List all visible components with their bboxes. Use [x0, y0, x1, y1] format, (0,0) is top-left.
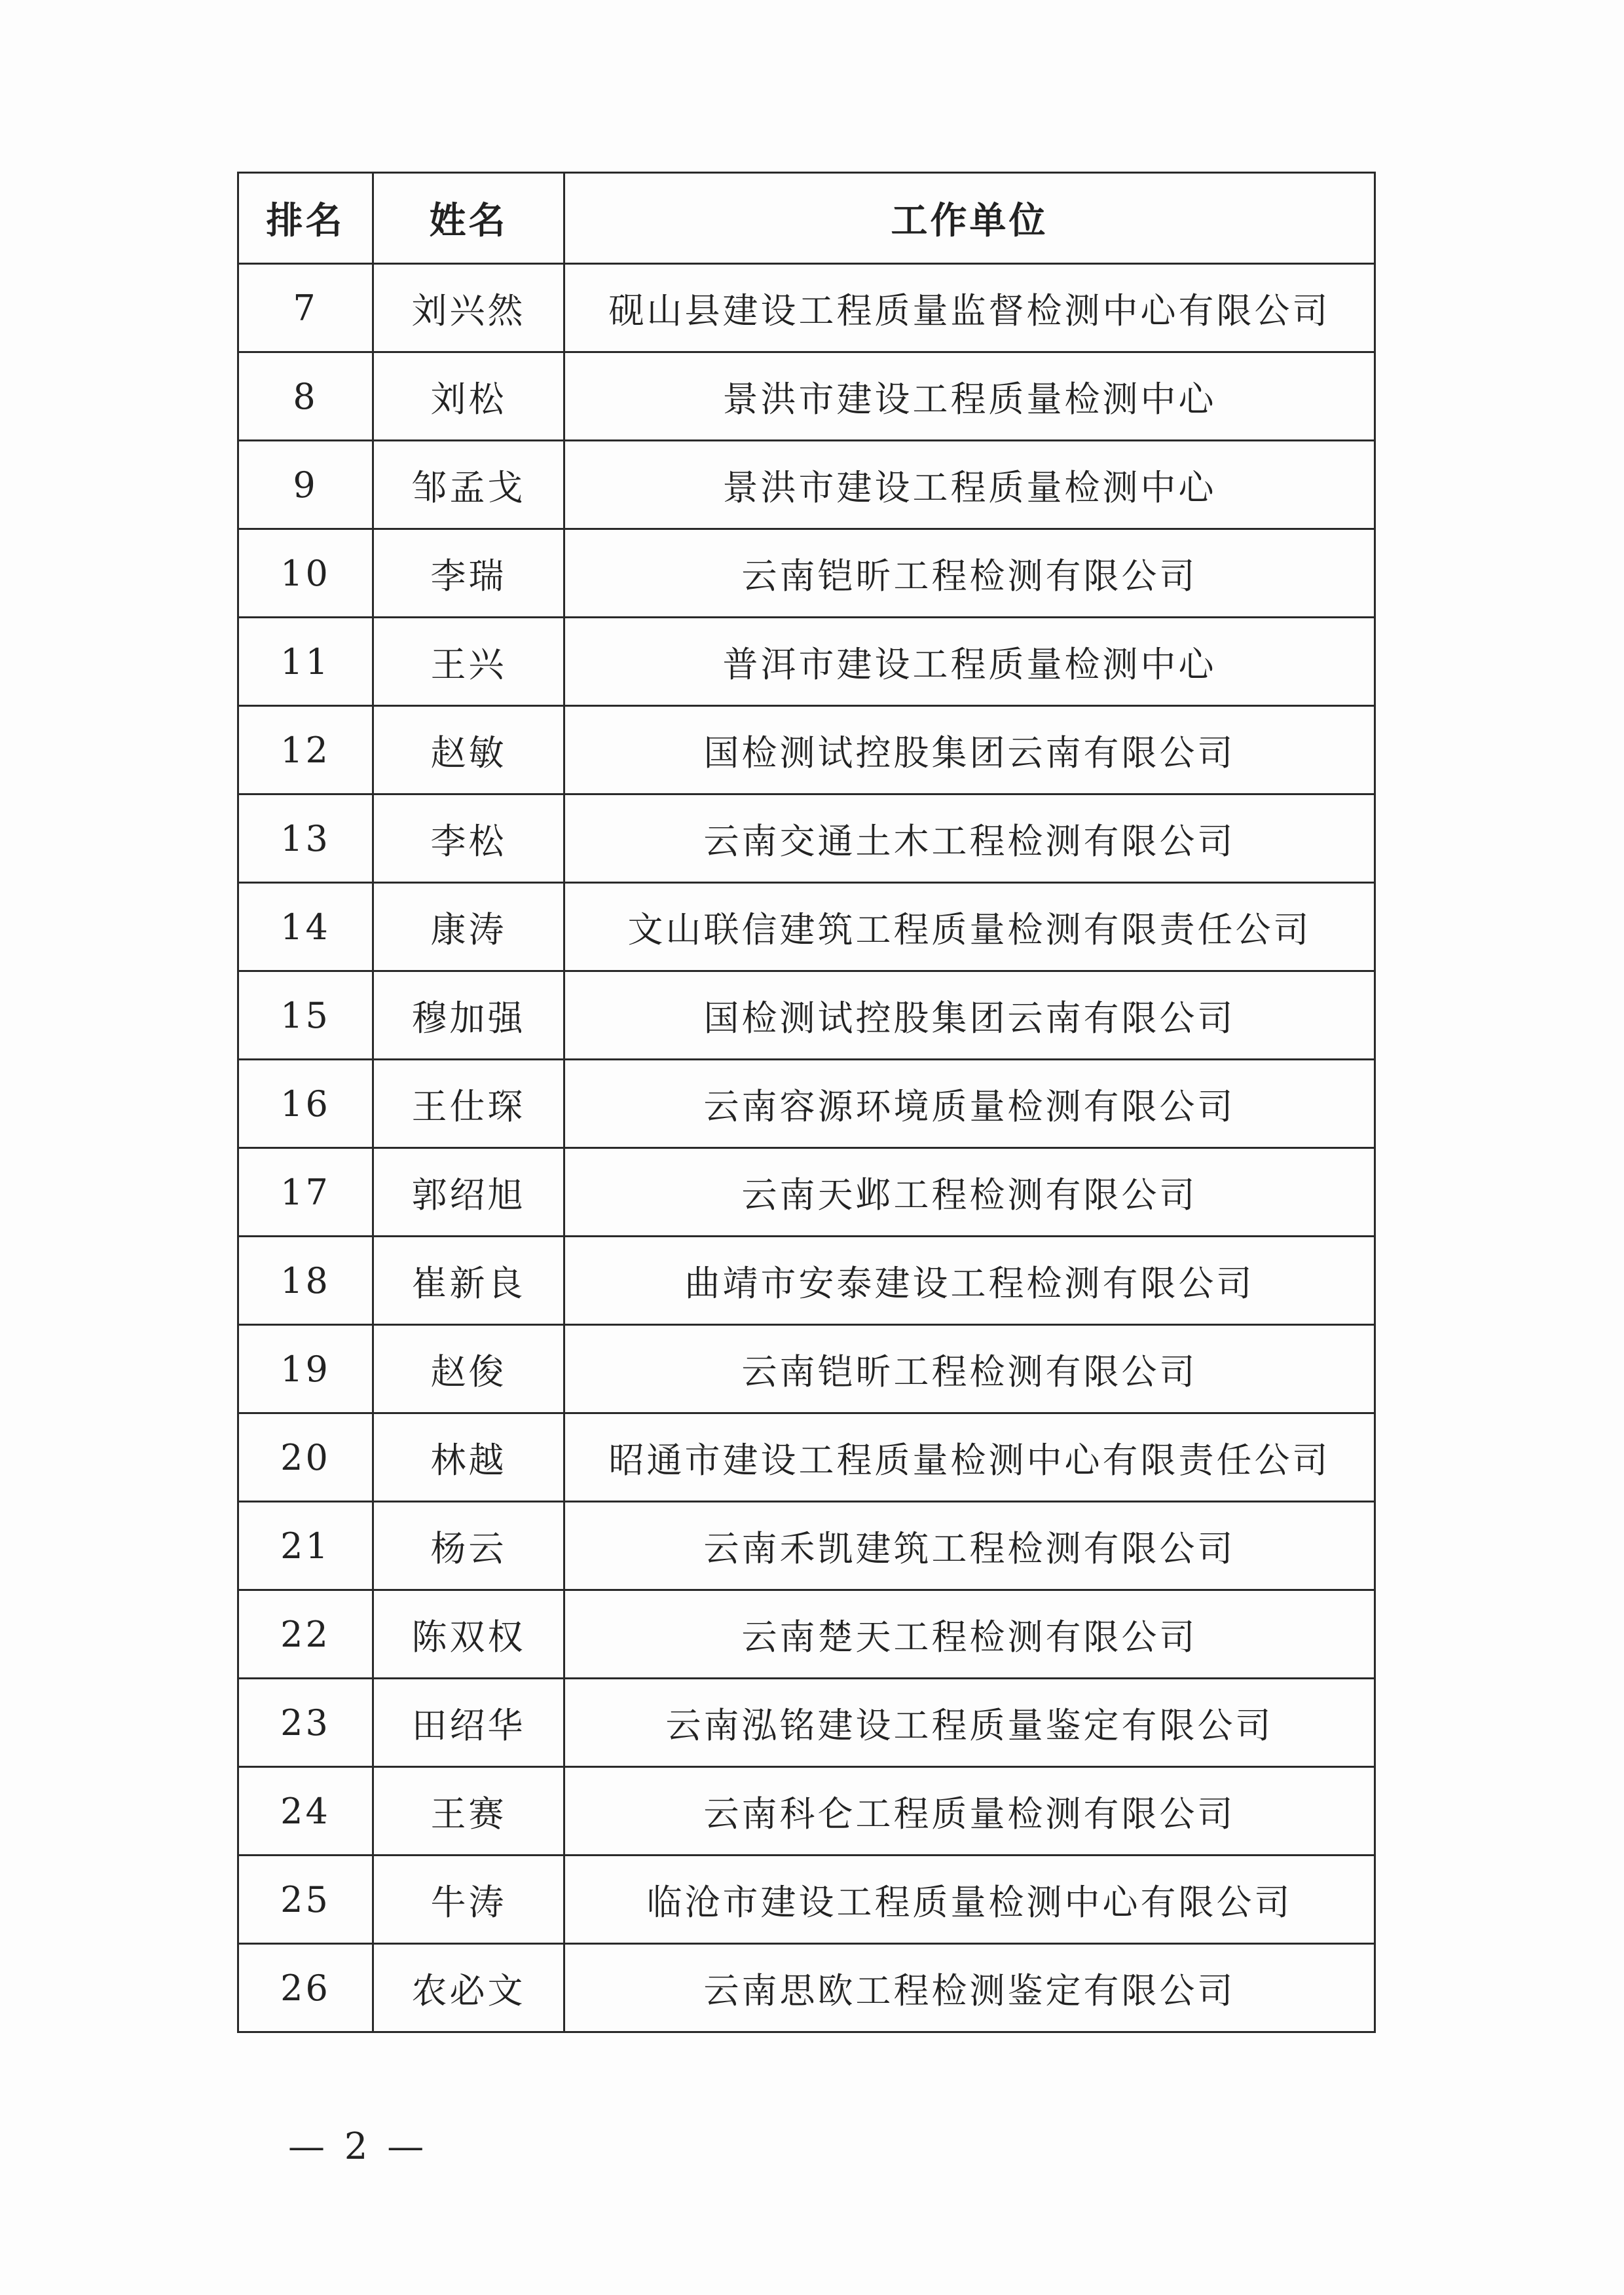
table-row	[238, 1679, 1375, 1767]
header-name: 姓名	[373, 173, 564, 264]
unit-cell: 云南交通土木工程检测有限公司	[564, 794, 1375, 883]
header-unit: 工作单位	[564, 173, 1375, 264]
name-cell: 农必文	[373, 1944, 564, 2032]
rank-cell: 8	[238, 352, 373, 441]
unit-cell: 景洪市建设工程质量检测中心	[564, 352, 1375, 441]
rank-cell: 24	[238, 1767, 373, 1856]
table-row	[238, 529, 1375, 618]
table-row	[238, 1944, 1375, 2032]
table-row	[238, 618, 1375, 706]
table-row	[238, 1060, 1375, 1148]
table-row	[238, 794, 1375, 883]
rank-cell: 15	[238, 971, 373, 1060]
unit-cell: 云南楚天工程检测有限公司	[564, 1590, 1375, 1679]
name-cell: 赵俊	[373, 1325, 564, 1413]
name-cell: 崔新良	[373, 1237, 564, 1325]
unit-cell: 云南思欧工程检测鉴定有限公司	[564, 1944, 1375, 2032]
unit-cell: 文山联信建筑工程质量检测有限责任公司	[564, 883, 1375, 971]
name-cell: 田绍华	[373, 1679, 564, 1767]
name-cell: 康涛	[373, 883, 564, 971]
rank-cell: 18	[238, 1237, 373, 1325]
name-cell: 邹孟戈	[373, 441, 564, 529]
unit-cell: 砚山县建设工程质量监督检测中心有限公司	[564, 264, 1375, 352]
rank-cell: 7	[238, 264, 373, 352]
rank-cell: 26	[238, 1944, 373, 2032]
rank-cell: 25	[238, 1856, 373, 1944]
name-cell: 林越	[373, 1413, 564, 1502]
name-cell: 李松	[373, 794, 564, 883]
rank-cell: 22	[238, 1590, 373, 1679]
table-row	[238, 883, 1375, 971]
unit-cell: 云南天邺工程检测有限公司	[564, 1148, 1375, 1237]
name-cell: 陈双权	[373, 1590, 564, 1679]
name-cell: 王赛	[373, 1767, 564, 1856]
table-row	[238, 264, 1375, 352]
unit-cell: 昭通市建设工程质量检测中心有限责任公司	[564, 1413, 1375, 1502]
table-row	[238, 441, 1375, 529]
unit-cell: 云南泓铭建设工程质量鉴定有限公司	[564, 1679, 1375, 1767]
rank-cell: 13	[238, 794, 373, 883]
table-row	[238, 1237, 1375, 1325]
name-cell: 郭绍旭	[373, 1148, 564, 1237]
name-cell: 穆加强	[373, 971, 564, 1060]
unit-cell: 普洱市建设工程质量检测中心	[564, 618, 1375, 706]
unit-cell: 曲靖市安泰建设工程检测有限公司	[564, 1237, 1375, 1325]
rank-cell: 16	[238, 1060, 373, 1148]
rank-cell: 19	[238, 1325, 373, 1413]
table-row	[238, 1856, 1375, 1944]
table-row	[238, 971, 1375, 1060]
rank-cell: 23	[238, 1679, 373, 1767]
name-cell: 李瑞	[373, 529, 564, 618]
unit-cell: 临沧市建设工程质量检测中心有限公司	[564, 1856, 1375, 1944]
name-cell: 王兴	[373, 618, 564, 706]
unit-cell: 云南科仑工程质量检测有限公司	[564, 1767, 1375, 1856]
unit-cell: 云南容源环境质量检测有限公司	[564, 1060, 1375, 1148]
table-row	[238, 1767, 1375, 1856]
unit-cell: 云南禾凯建筑工程检测有限公司	[564, 1502, 1375, 1590]
table-row	[238, 1148, 1375, 1237]
ranking-table	[237, 172, 1376, 2033]
unit-cell: 景洪市建设工程质量检测中心	[564, 441, 1375, 529]
unit-cell: 国检测试控股集团云南有限公司	[564, 971, 1375, 1060]
table-row	[238, 1590, 1375, 1679]
page-number: — 2 —	[288, 2125, 428, 2168]
table-row	[238, 1413, 1375, 1502]
header-rank: 排名	[238, 173, 373, 264]
table-row	[238, 706, 1375, 794]
rank-cell: 11	[238, 618, 373, 706]
name-cell: 赵敏	[373, 706, 564, 794]
rank-cell: 14	[238, 883, 373, 971]
rank-cell: 9	[238, 441, 373, 529]
table-header-row	[238, 173, 1375, 264]
unit-cell: 国检测试控股集团云南有限公司	[564, 706, 1375, 794]
table-row	[238, 352, 1375, 441]
name-cell: 刘松	[373, 352, 564, 441]
name-cell: 杨云	[373, 1502, 564, 1590]
unit-cell: 云南铠昕工程检测有限公司	[564, 529, 1375, 618]
rank-cell: 10	[238, 529, 373, 618]
rank-cell: 17	[238, 1148, 373, 1237]
name-cell: 刘兴然	[373, 264, 564, 352]
table-row	[238, 1502, 1375, 1590]
unit-cell: 云南铠昕工程检测有限公司	[564, 1325, 1375, 1413]
table-row	[238, 1325, 1375, 1413]
rank-cell: 21	[238, 1502, 373, 1590]
name-cell: 王仕琛	[373, 1060, 564, 1148]
rank-cell: 12	[238, 706, 373, 794]
name-cell: 牛涛	[373, 1856, 564, 1944]
rank-cell: 20	[238, 1413, 373, 1502]
